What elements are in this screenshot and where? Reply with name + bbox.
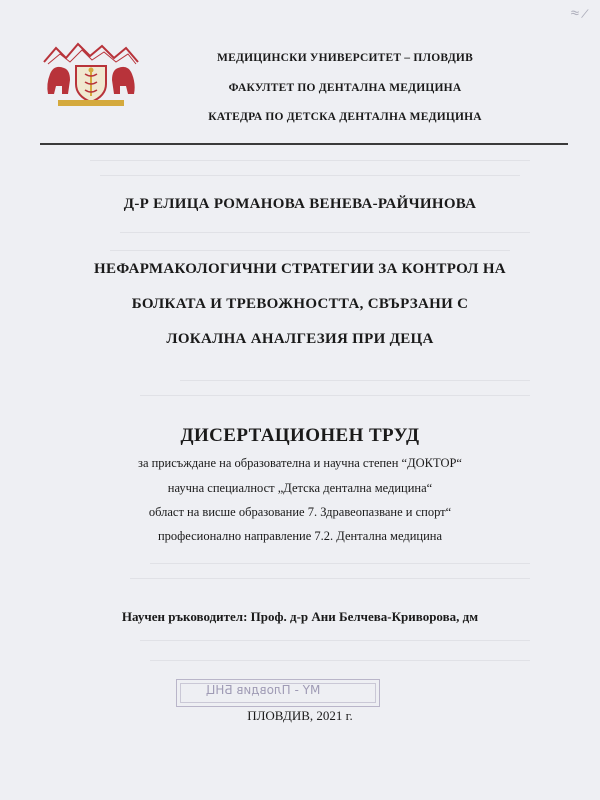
document-type-heading: ДИСЕРТАЦИОНЕН ТРУД	[180, 425, 420, 446]
thesis-title-line: НЕФАРМАКОЛОГИЧНИ СТРАТЕГИИ ЗА КОНТРОЛ НА	[94, 261, 506, 277]
library-stamp-text: MY - Пловдив БНЦ	[206, 683, 321, 697]
faculty-name: ФАКУЛТЕТ ПО ДЕНТАЛНА МЕДИЦИНА	[228, 82, 462, 94]
degree-line: за присъждане на образователна и научна степен “ДОКТОР“	[138, 456, 462, 470]
header-divider	[40, 143, 568, 145]
university-logo	[40, 40, 142, 108]
author-name: Д-Р ЕЛИЦА РОМАНОВА ВЕНЕВА-РАЙЧИНОВА	[123, 196, 477, 212]
thesis-title-line: ЛОКАЛНА АНАЛГЕЗИЯ ПРИ ДЕЦА	[166, 331, 434, 347]
city-year: ПЛОВДИВ, 2021 г.	[247, 708, 353, 723]
direction-line: професионално направление 7.2. Дентална медицина	[157, 529, 443, 543]
department-name: КАТЕДРА ПО ДЕТСКА ДЕНТАЛНА МЕДИЦИНА	[208, 111, 482, 123]
university-name: МЕДИЦИНСКИ УНИВЕРСИТЕТ – ПЛОВДИВ	[217, 52, 473, 64]
pencil-mark: ≈ ⁄	[569, 4, 587, 22]
specialty-line: научна специалност „Детска дентална медицина“	[167, 481, 433, 495]
field-line: област на висше образование 7. Здравеопазване и спорт“	[148, 505, 452, 519]
supervisor-line: Научен ръководител: Проф. д-р Ани Белчева-Криворова, дм	[121, 609, 479, 624]
thesis-title-line: БОЛКАТА И ТРЕВОЖНОСТТА, СВЪРЗАНИ С	[131, 296, 469, 312]
